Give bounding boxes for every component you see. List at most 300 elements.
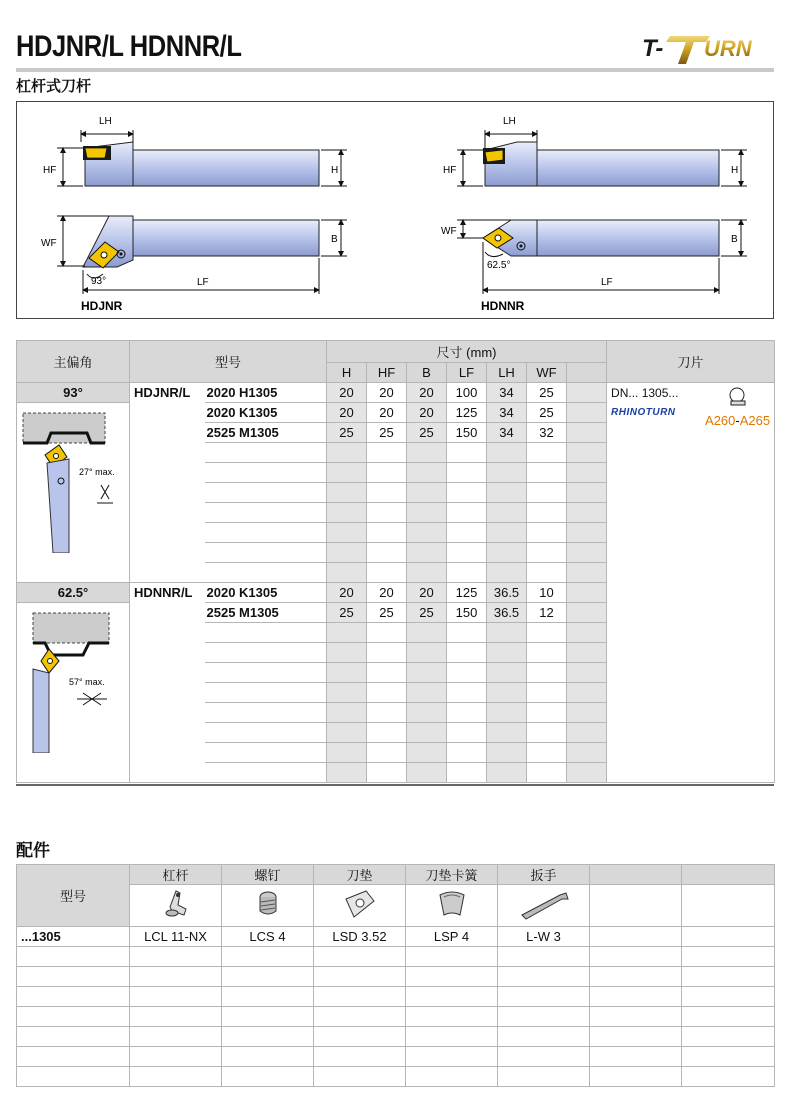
acc-header-model: 型号 [17,865,130,927]
model-code-cell [205,543,327,563]
dim-cell [567,743,607,763]
accessory-model-cell [17,987,130,1007]
accessory-part-cell [590,967,682,987]
accessory-row [17,1007,775,1027]
model-code-cell: 2525 M1305 [205,603,327,623]
accessory-part-cell [130,1047,222,1067]
rhinoturn-brand: RHINOTURN [611,407,676,418]
accessory-part-cell [682,987,775,1007]
acc-header-shim: 刀垫 [314,865,406,885]
dim-cell [567,403,607,423]
hdnnr-lf-label: LF [601,277,613,288]
accessory-part-cell [130,967,222,987]
dim-cell [447,623,487,643]
acc-header-empty-1 [590,865,682,885]
catalog-page-link[interactable] [705,413,770,428]
title-rule [16,68,774,72]
tool-diagrams [17,102,775,320]
dim-cell [447,643,487,663]
accessory-part-cell [406,987,498,1007]
accessory-part-cell [498,1067,590,1087]
model-prefix-cell [130,483,205,503]
accessory-part-cell [314,1047,406,1067]
model-code-cell [205,763,327,783]
dim-cell: 20 [327,583,367,603]
accessory-part-cell [222,947,314,967]
blade-code: DN... 1305... [611,386,679,400]
hdjnr-h-label: H [331,165,339,176]
dim-cell [567,723,607,743]
dim-cell [487,623,527,643]
catalog-page-a: A260 [705,413,736,428]
accessory-part-cell [222,967,314,987]
accessory-part-cell [314,947,406,967]
dim-cell [407,563,447,583]
accessory-model-cell [17,1007,130,1027]
hdnnr-wf-label: WF [441,226,457,237]
accessory-part-cell: LSD 3.52 [314,927,406,947]
dim-cell [487,643,527,663]
dim-cell [327,543,367,563]
model-prefix-cell [130,723,205,743]
dim-cell [527,763,567,783]
accessory-row [17,947,775,967]
accessory-model-cell [17,1047,130,1067]
acc-header-shim-spring: 刀垫卡簧 [406,865,498,885]
dim-cell [367,483,407,503]
dim-cell [367,443,407,463]
dim-cell: 34 [487,403,527,423]
model-prefix-cell [130,603,205,623]
dim-cell: 20 [407,583,447,603]
accessory-part-cell [682,1067,775,1087]
dim-cell [447,483,487,503]
accessory-part-cell [498,1007,590,1027]
dim-cell [407,503,447,523]
dim-cell: 125 [447,583,487,603]
hdjnr-wf-label: WF [41,238,57,249]
table-bottom-rule [16,784,774,786]
accessory-part-cell [590,1027,682,1047]
dim-cell [567,623,607,643]
model-code-cell [205,703,327,723]
dim-cell: 25 [407,603,447,623]
accessory-part-cell [222,1007,314,1027]
screw-icon [222,885,314,927]
dim-cell [567,703,607,723]
hdjnr-name: HDJNR [81,299,123,313]
dim-cell [407,643,447,663]
model-prefix-cell [130,663,205,683]
dim-cell [447,663,487,683]
accessory-part-cell [130,1067,222,1087]
dim-cell [407,523,447,543]
dim-cell [447,503,487,523]
dim-cell [447,563,487,583]
hdjnr-hf-label: HF [43,165,57,176]
accessory-part-cell [590,1047,682,1067]
hdnnr-hf-label: HF [443,165,457,176]
dim-cell [367,683,407,703]
hdjnr-lf-label: LF [197,277,209,288]
hdnnr-angle-label: 62.5° [487,260,511,271]
accessory-model-cell: ...1305 [17,927,130,947]
dim-cell [327,683,367,703]
dim-cell [527,663,567,683]
accessory-part-cell [682,947,775,967]
accessory-part-cell [314,1027,406,1047]
dim-cell [327,463,367,483]
spec-table [16,340,775,783]
dim-cell [367,623,407,643]
dim-cell [487,683,527,703]
accessory-row [17,967,775,987]
dim-cell: 20 [327,383,367,403]
accessory-row [17,1027,775,1047]
header-col-extra [567,363,607,383]
dim-cell [567,563,607,583]
catalog-page-b: A265 [739,413,771,428]
accessory-part-cell [590,947,682,967]
dim-cell [567,443,607,463]
page-title: HDJNR/L HDNNR/L [16,30,242,63]
accessory-model-cell [17,1027,130,1047]
dim-cell [527,683,567,703]
dim-cell: 20 [327,403,367,423]
hdjnr-angle-label: 93° [91,276,107,287]
model-code-cell [205,663,327,683]
accessory-part-cell [406,967,498,987]
dim-cell: 20 [367,383,407,403]
dim-cell [487,563,527,583]
accessory-part-cell [498,967,590,987]
accessory-row [17,1067,775,1087]
model-code-cell [205,503,327,523]
dim-cell [487,523,527,543]
model-code-cell: 2020 K1305 [205,403,327,423]
dim-cell [567,663,607,683]
dim-cell [407,663,447,683]
accessory-part-cell [682,1007,775,1027]
model-code-cell: 2525 M1305 [205,423,327,443]
dim-cell: 150 [447,603,487,623]
dim-cell [527,563,567,583]
spec-row [17,383,775,403]
dim-cell [367,643,407,663]
dim-cell [567,523,607,543]
model-prefix-cell [130,703,205,723]
header-col-h: H [327,363,367,383]
tool-diagram-box [16,101,774,319]
dim-cell: 25 [327,423,367,443]
model-prefix-cell: HDJNR/L [130,383,205,403]
dim-cell [327,703,367,723]
accessory-part-cell [682,1027,775,1047]
dim-cell [367,543,407,563]
dim-cell: 20 [407,403,447,423]
accessory-part-cell [590,987,682,1007]
dim-cell [567,683,607,703]
accessory-part-cell [130,1007,222,1027]
dim-cell [567,603,607,623]
insert-magnifier-icon [727,385,749,407]
dim-cell: 20 [367,583,407,603]
shim-icon [314,885,406,927]
dim-cell [327,503,367,523]
hdnnr-name: HDNNR [481,299,525,313]
dim-cell [567,463,607,483]
dim-cell: 25 [367,603,407,623]
model-code-cell [205,563,327,583]
acc-header-wrench: 扳手 [498,865,590,885]
header-col-lf: LF [447,363,487,383]
max-angle-label: 27° max. [79,467,115,477]
dim-cell [407,443,447,463]
model-prefix-cell: HDNNR/L [130,583,205,603]
model-code-cell [205,643,327,663]
dim-cell [527,703,567,723]
dim-cell [527,503,567,523]
dim-cell [567,483,607,503]
dim-cell [487,663,527,683]
dim-cell [527,443,567,463]
model-code-cell: 2020 K1305 [205,583,327,603]
dim-cell: 125 [447,403,487,423]
header-dims: 尺寸 (mm) [327,341,607,363]
dim-cell [367,723,407,743]
model-code-cell [205,443,327,463]
dim-cell [327,623,367,643]
dim-cell [447,523,487,543]
accessory-model-cell [17,947,130,967]
header-col-b: B [407,363,447,383]
accessories-table [16,864,775,1087]
header-blade: 刀片 [607,341,775,383]
dim-cell [447,683,487,703]
dim-cell [487,703,527,723]
model-code-cell [205,723,327,743]
dim-cell: 12 [527,603,567,623]
dim-cell [527,743,567,763]
model-prefix-cell [130,623,205,643]
approach-angle-illustration [17,603,130,783]
accessory-part-cell [406,1047,498,1067]
dim-cell [527,523,567,543]
dim-cell [407,683,447,703]
model-code-cell: 2020 H1305 [205,383,327,403]
dim-cell [447,463,487,483]
accessory-part-cell [498,1027,590,1047]
accessory-part-cell [314,987,406,1007]
accessory-part-cell [590,1067,682,1087]
acc-header-lever: 杠杆 [130,865,222,885]
page-subtitle: 杠杆式刀杆 [16,77,92,95]
dim-cell [487,723,527,743]
dim-cell [367,503,407,523]
dim-cell [527,463,567,483]
dim-cell [327,643,367,663]
dim-cell [407,743,447,763]
accessory-part-cell [406,1067,498,1087]
model-code-cell [205,743,327,763]
model-prefix-cell [130,563,205,583]
dim-cell [447,723,487,743]
shim-spring-icon [406,885,498,927]
accessory-part-cell [498,947,590,967]
dim-cell [447,763,487,783]
accessory-part-cell [130,987,222,1007]
accessory-part-cell [222,987,314,1007]
model-prefix-cell [130,503,205,523]
dim-cell [487,543,527,563]
dim-cell: 25 [527,403,567,423]
accessory-model-cell [17,1067,130,1087]
dim-cell [367,743,407,763]
dim-cell: 36.5 [487,583,527,603]
dim-cell [407,763,447,783]
accessory-part-cell [314,1067,406,1087]
acc-icon-empty-1 [590,885,682,927]
accessory-row [17,927,775,947]
dim-cell [327,723,367,743]
accessory-part-cell [682,1047,775,1067]
lever-icon [130,885,222,927]
dim-cell [367,563,407,583]
accessory-part-cell [222,1047,314,1067]
accessory-part-cell: L-W 3 [498,927,590,947]
dim-cell [367,463,407,483]
angle-cell: 62.5° [17,583,130,603]
dim-cell [567,763,607,783]
accessory-part-cell: LSP 4 [406,927,498,947]
dim-cell [327,663,367,683]
dim-cell [367,663,407,683]
dim-cell [447,703,487,723]
dim-cell [327,483,367,503]
hdjnr-b-label: B [331,234,338,245]
t-turn-logo [600,26,776,66]
accessory-part-cell [406,1027,498,1047]
dim-cell [567,543,607,563]
accessory-part-cell [590,1007,682,1027]
model-prefix-cell [130,643,205,663]
header-angle: 主偏角 [17,341,130,383]
model-code-cell [205,483,327,503]
hdnnr-lh-label: LH [503,116,516,127]
dim-cell [367,763,407,783]
dim-cell: 100 [447,383,487,403]
dim-cell [567,583,607,603]
dim-cell [407,463,447,483]
accessory-part-cell [222,1027,314,1047]
acc-header-empty-2 [682,865,775,885]
accessory-part-cell [406,1007,498,1027]
model-prefix-cell [130,763,205,783]
acc-icon-empty-2 [682,885,775,927]
dim-cell [527,623,567,643]
dim-cell [487,743,527,763]
dim-cell [407,543,447,563]
accessory-part-cell [682,927,775,947]
dim-cell: 25 [327,603,367,623]
dim-cell: 150 [447,423,487,443]
dim-cell: 34 [487,383,527,403]
accessory-part-cell [314,967,406,987]
blade-cell [607,383,775,783]
header-col-hf: HF [367,363,407,383]
wrench-icon [498,885,590,927]
dim-cell [527,543,567,563]
dim-cell [527,483,567,503]
model-code-cell [205,623,327,643]
dim-cell: 20 [407,383,447,403]
model-prefix-cell [130,523,205,543]
accessory-part-cell [682,967,775,987]
header-col-wf: WF [527,363,567,383]
dim-cell [567,503,607,523]
accessory-part-cell [314,1007,406,1027]
dim-cell [487,463,527,483]
dim-cell [567,643,607,663]
accessory-part-cell [498,1047,590,1067]
accessory-part-cell [590,927,682,947]
dim-cell [407,483,447,503]
accessory-part-cell: LCL 11-NX [130,927,222,947]
hdnnr-diagram [441,116,747,313]
model-prefix-cell [130,543,205,563]
dim-cell [487,763,527,783]
svg-text:URN: URN [704,36,752,61]
svg-text:T-: T- [642,35,664,62]
model-prefix-cell [130,683,205,703]
dim-cell: 34 [487,423,527,443]
dim-cell [487,503,527,523]
dim-cell [527,723,567,743]
dim-cell [407,623,447,643]
header-col-lh: LH [487,363,527,383]
model-code-cell [205,463,327,483]
model-code-cell [205,683,327,703]
dim-cell [407,723,447,743]
accessory-model-cell [17,967,130,987]
dim-cell: 25 [367,423,407,443]
dim-cell [567,383,607,403]
model-prefix-cell [130,423,205,443]
hdnnr-b-label: B [731,234,738,245]
dim-cell [407,703,447,723]
dim-cell [367,703,407,723]
dim-cell [487,483,527,503]
dim-cell [327,563,367,583]
header-model: 型号 [130,341,327,383]
dim-cell [487,443,527,463]
hdjnr-diagram [41,116,347,313]
dim-cell [447,543,487,563]
dim-cell [447,743,487,763]
model-code-cell [205,523,327,543]
catalog-page-sep: - [735,413,740,428]
dim-cell [327,763,367,783]
accessory-part-cell [222,1067,314,1087]
accessory-part-cell [406,947,498,967]
model-prefix-cell [130,403,205,423]
angle-cell: 93° [17,383,130,403]
dim-cell [327,743,367,763]
dim-cell: 32 [527,423,567,443]
accessory-part-cell [130,947,222,967]
model-prefix-cell [130,443,205,463]
model-prefix-cell [130,463,205,483]
